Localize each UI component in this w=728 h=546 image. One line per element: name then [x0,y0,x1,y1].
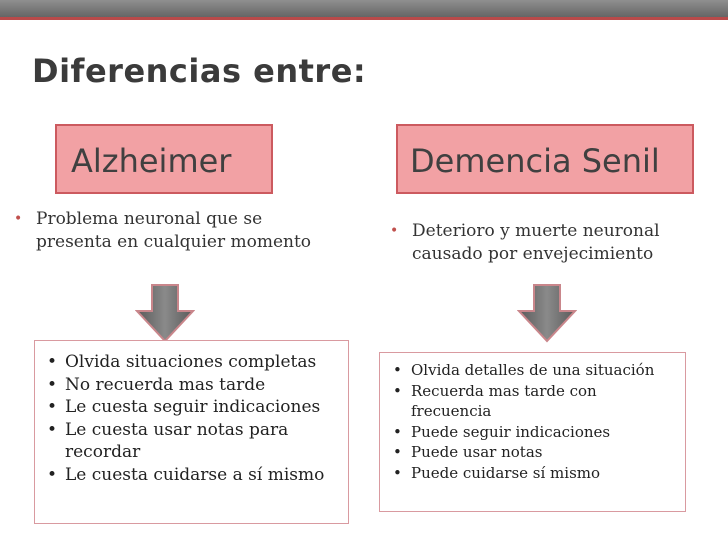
list-item: • Olvida situaciones completas [47,352,317,372]
heading-alzheimer: Alzheimer [55,124,273,194]
down-arrow-icon [517,283,577,343]
demencia-senil-symptoms-list [393,360,681,483]
alzheimer-symptoms-box [34,340,349,524]
list-item: • Le cuesta usar notas para recordar [47,419,289,462]
list-item: • Recuerda mas tarde con frecuencia [393,381,597,420]
bullet-icon: • [14,211,23,227]
down-arrow-icon [135,283,195,343]
list-item: • Puede cuidarse sí mismo [393,463,601,482]
list-item: • Olvida detalles de una situación [393,361,655,379]
heading-demencia-senil: Demencia Senil [396,124,694,194]
page-title: Diferencias entre: [32,52,367,90]
list-item: • No recuerda mas tarde [47,374,266,395]
bullet-icon: • [390,223,399,239]
intro-text: Deterioro y muerte neuronal causado por envejecimiento [412,221,660,264]
intro-text: Problema neuronal que se presenta en cualquier momento [36,209,312,252]
list-item: • Le cuesta seguir indicaciones [47,397,321,417]
alzheimer-symptoms-list [47,351,345,486]
intro-demencia-senil [390,220,712,266]
list-item: • Puede usar notas [393,443,543,461]
list-item: • Le cuesta cuidarse a sí mismo [47,464,325,485]
demencia-senil-symptoms-box [379,352,686,512]
intro-alzheimer [14,208,336,254]
list-item: • Puede seguir indicaciones [393,422,611,441]
top-bar [0,0,728,20]
